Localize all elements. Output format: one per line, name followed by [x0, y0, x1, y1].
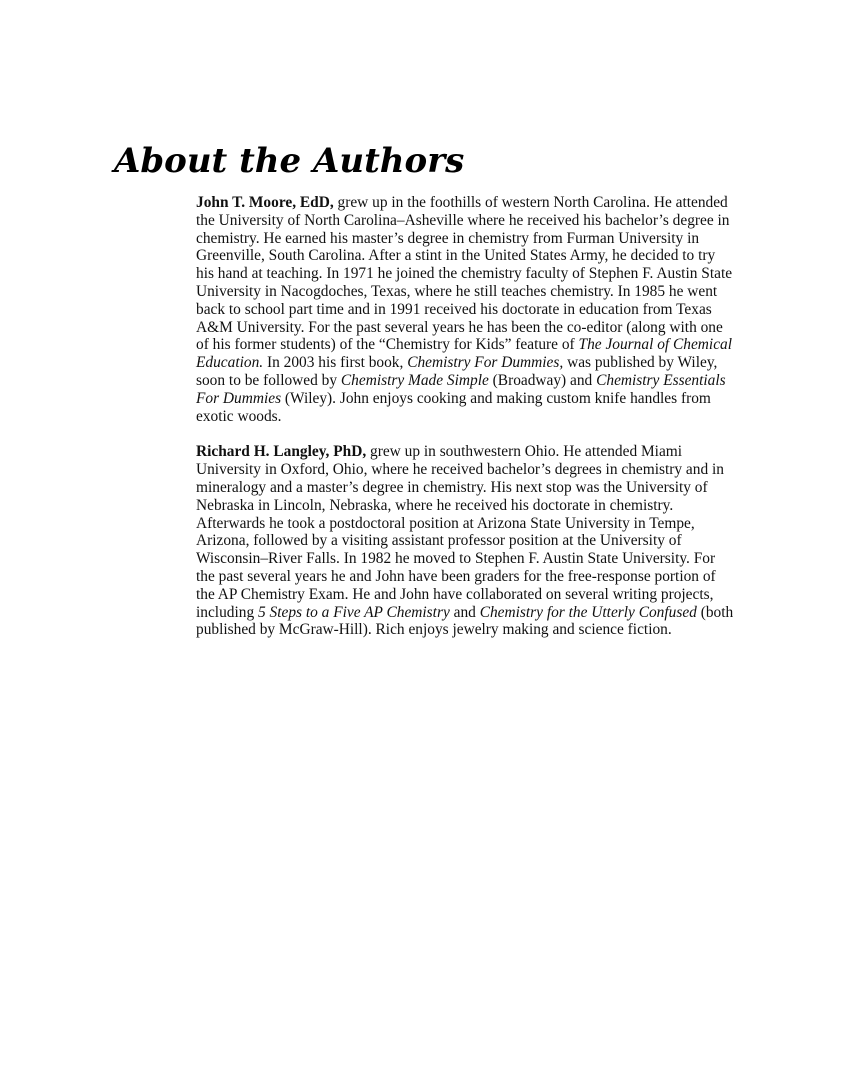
author-name: John T. Moore, EdD, [196, 194, 334, 211]
bio-text: grew up in the foothills of western North Carolina. He attended the University of North Carolina–Asheville where he received his bachelor’s degree in chemistry. He earned his master’s degree in chemistry from Furman University in Greenville, South Carolina. After a stint in the United States Army, he decided to try his hand at teaching. In 1971 he joined the chemistry faculty of Stephen F. Austin State University in Nacogdoches, Texas, where he still teaches chemistry. In 1985 he went back to school part time and in 1991 received his doctorate in education from Texas A&M University. For the past several years he has been the co-editor (along with one of his former students) of the “Chemistry for Kids” feature of [196, 194, 733, 354]
author-bios [196, 194, 736, 657]
book-title: 5 Steps to a Five AP Chemistry [257, 603, 450, 621]
publication-title: The Journal of Chemical Education. [196, 336, 732, 372]
author-bio-langley [196, 443, 736, 639]
author-bio-moore [196, 194, 736, 425]
bio-text: (Wiley). John enjoys cooking and making custom knife handles from exotic woods. [196, 389, 711, 425]
book-title: Chemistry Made Simple [340, 371, 489, 389]
bio-text: (Broadway) and [488, 371, 597, 389]
bio-text: In 2003 his first book, [263, 354, 408, 372]
bio-text: grew up in southwestern Ohio. He attended Miami University in Oxford, Ohio, where he received bachelor’s degrees in chemistry and in mineralogy and a master’s degree in chemistry. His next stop was the University of Nebraska in Lincoln, Nebraska, where he received his doctorate in chemistry. Afterwards he took a postdoctoral position at Arizona State University in Tempe, Arizona, followed by a visiting assistant professor position at the University of Wisconsin–River Falls. In 1982 he moved to Stephen F. Austin State University. For the past several years he and John have been graders for the free-response portion of the AP Chemistry Exam. He and John have collaborated on several writing projects, including [196, 443, 724, 621]
bio-text: (both published by McGraw-Hill). Rich enjoys jewelry making and science fiction. [196, 603, 734, 639]
book-title: Chemistry Essentials For Dummies [196, 371, 726, 407]
book-title: Chemistry for the Utterly Confused [479, 603, 697, 621]
page-title: About the Authors [114, 141, 465, 181]
bio-text: was published by Wiley, soon to be followed by [196, 354, 718, 389]
book-title: Chemistry For Dummies, [407, 354, 564, 372]
bio-text: and [449, 603, 480, 621]
author-name: Richard H. Langley, PhD, [196, 443, 367, 461]
